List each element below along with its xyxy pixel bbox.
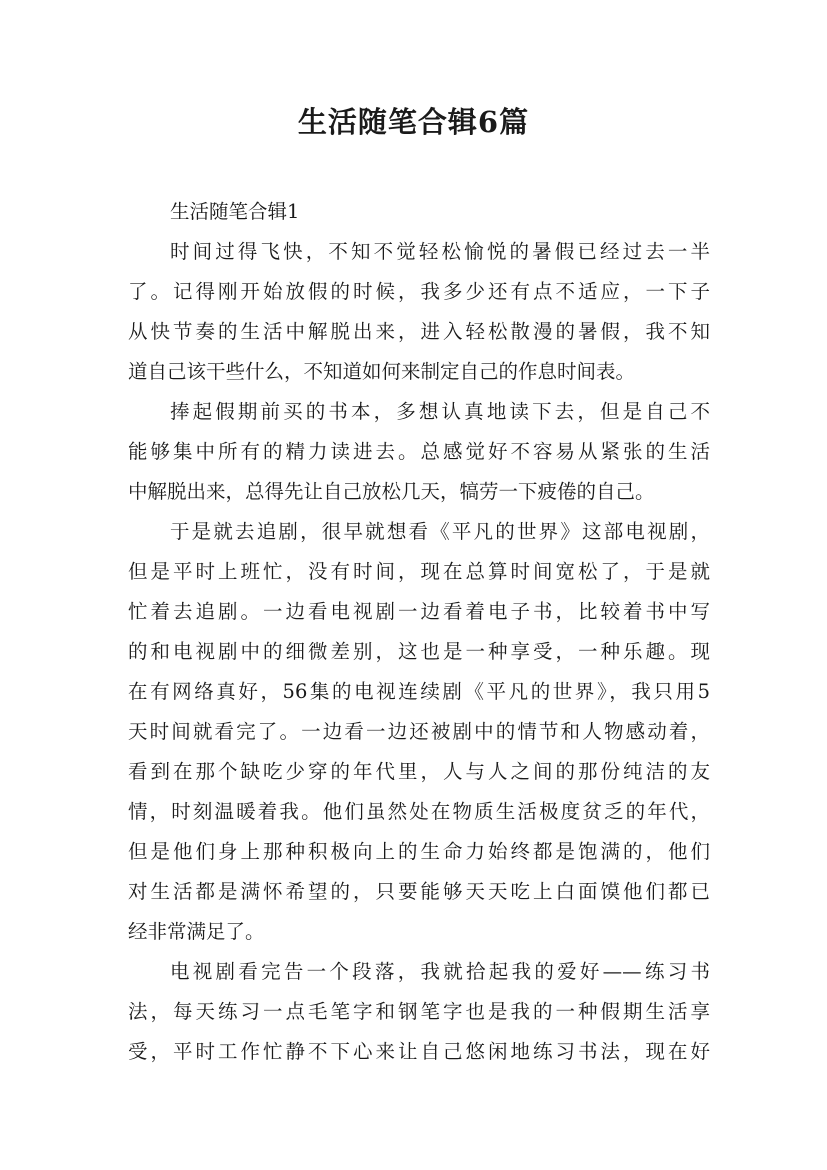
paragraph-4 xyxy=(128,952,710,1072)
paragraph-2 xyxy=(128,392,710,512)
text-line: 受，平时工作忙静不下心来让自己悠闲地练习书法，现在好 xyxy=(128,1040,710,1063)
document-body xyxy=(128,192,710,1072)
paragraph-3 xyxy=(128,512,710,952)
text-line: 对生活都是满怀希望的，只要能够天天吃上白面馍他们都已 xyxy=(128,880,710,903)
section-heading: 生活随笔合辑1 xyxy=(170,200,300,223)
text-line: 道自己该干些什么，不知道如何来制定自己的作息时间表。 xyxy=(128,360,636,383)
text-line: 于是就去追剧，很早就想看《平凡的世界》这部电视剧， xyxy=(170,520,710,543)
document-title: 生活随笔合辑6篇 xyxy=(297,105,530,139)
text-line: 电视剧看完告一个段落，我就拾起我的爱好——练习书 xyxy=(170,960,710,983)
text-line: 忙着去追剧。一边看电视剧一边看着电子书，比较着书中写 xyxy=(128,600,710,623)
text-line: 在有网络真好，56集的电视连续剧《平凡的世界》，我只用5 xyxy=(128,680,710,703)
text-line: 了。记得刚开始放假的时候，我多少还有点不适应，一下子 xyxy=(128,280,710,303)
text-line: 天时间就看完了。一边看一边还被剧中的情节和人物感动着， xyxy=(128,720,710,743)
text-line: 捧起假期前买的书本，多想认真地读下去，但是自己不 xyxy=(170,400,710,423)
text-line: 情，时刻温暖着我。他们虽然处在物质生活极度贫乏的年代， xyxy=(128,800,710,823)
text-line: 经非常满足了。 xyxy=(128,920,265,943)
text-line: 法，每天练习一点毛笔字和钢笔字也是我的一种假期生活享 xyxy=(128,1000,710,1023)
text-line: 看到在那个缺吃少穿的年代里，人与人之间的那份纯洁的友 xyxy=(128,760,710,783)
text-line: 时间过得飞快，不知不觉轻松愉悦的暑假已经过去一半 xyxy=(170,240,710,263)
text-line: 能够集中所有的精力读进去。总感觉好不容易从紧张的生活 xyxy=(128,440,710,463)
text-line: 从快节奏的生活中解脱出来，进入轻松散漫的暑假，我不知 xyxy=(128,320,710,343)
text-line: 中解脱出来，总得先让自己放松几天，犒劳一下疲倦的自己。 xyxy=(128,480,655,503)
paragraph-1 xyxy=(128,232,710,392)
text-line: 但是他们身上那种积极向上的生命力始终都是饱满的，他们 xyxy=(128,840,710,863)
text-line: 的和电视剧中的细微差别，这也是一种享受，一种乐趣。现 xyxy=(128,640,710,663)
text-line: 但是平时上班忙，没有时间，现在总算时间宽松了，于是就 xyxy=(128,560,710,583)
